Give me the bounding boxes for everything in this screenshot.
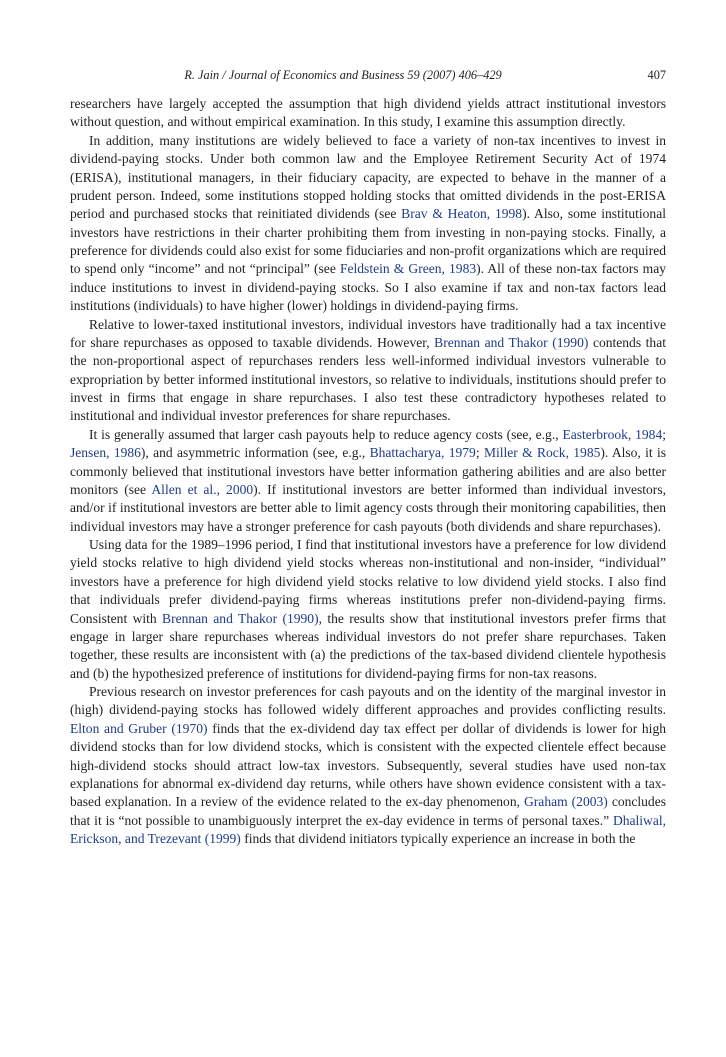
paragraph-text: finds that dividend initiators typically experience an increase in both the bbox=[240, 831, 636, 846]
citation-link-brav-heaton[interactable]: Brav & Heaton, 1998 bbox=[401, 206, 523, 222]
paragraph-5 bbox=[70, 536, 666, 683]
paragraph-text: ). Also, it is commonly believed that institutional investors have better information gathering abilities and are also better monitors (see bbox=[70, 445, 667, 497]
paragraph-text: It is generally assumed that larger cash payouts help to reduce agency costs (see, e.g., bbox=[89, 426, 563, 442]
citation-link-easterbrook[interactable]: Easterbrook, 1984 bbox=[562, 426, 663, 442]
citation-link-feldstein-green[interactable]: Feldstein & Green, 1983 bbox=[339, 261, 477, 277]
paragraph-text: finds that the ex-dividend day tax effect per dollar of dividends is lower for high dividend stocks than for low dividend stocks, which is consistent with the expected clientele effect because high-dividend stocks should attract low-tax investors. Subsequently, several studies have used non-tax explanations for abnormal ex-dividend day returns, while others have shown evidence consistent with a tax-based explanation. In a review of the evidence related to the ex-day phenomenon, bbox=[70, 720, 666, 810]
citation-separator: ; bbox=[475, 445, 484, 461]
paragraph-2 bbox=[70, 132, 666, 316]
paragraph-text: ). If institutional investors are better informed than individual investors, and/or if institutional investors are better able to limit agency costs through their monitoring capabilities, then individual investors may have a stronger preference for cash payouts (both dividends and share repurchases). bbox=[70, 481, 666, 534]
journal-citation: R. Jain / Journal of Economics and Business 59 (2007) 406–429 bbox=[184, 68, 502, 82]
paragraph-4 bbox=[70, 426, 666, 536]
paragraph-text: researchers have largely accepted the assumption that high dividend yields attract institutional investors without question, and without empirical examination. In this study, I examine this assumption directly. bbox=[70, 96, 666, 130]
paragraph-text: ). Also, some institutional investors have restrictions in their charter prohibiting them from investing in non-paying stocks. Finally, a preference for dividends could also exist for some fiduciaries and non-profit organizations which are required to spend only “income” and not “principal” (see bbox=[70, 206, 666, 277]
citation-link-brennan-thakor[interactable]: Brennan and Thakor (1990) bbox=[162, 610, 319, 626]
citation-link-miller-rock[interactable]: Miller & Rock, 1985 bbox=[483, 445, 601, 461]
citation-link-bhattacharya[interactable]: Bhattacharya, 1979 bbox=[369, 445, 476, 461]
citation-link-jensen[interactable]: Jensen, 1986 bbox=[70, 445, 141, 461]
citation-link-dhaliwal[interactable]: Dhaliwal, Erickson, and Trezevant (1999) bbox=[70, 812, 666, 846]
citation-link-elton-gruber[interactable]: Elton and Gruber (1970) bbox=[70, 720, 208, 736]
paragraph-text: Relative to lower-taxed institutional investors, individual investors have traditionally had a tax incentive for share repurchases as opposed to taxable dividends. However, bbox=[70, 316, 666, 350]
page-number: 407 bbox=[647, 68, 666, 82]
paragraph-text: Previous research on investor preferences for cash payouts and on the identity of the marginal investor in (high) dividend-paying stocks has followed widely different approaches and provides conflicting results. bbox=[70, 684, 666, 718]
paragraph-3 bbox=[70, 316, 666, 426]
paragraph-text: ), and asymmetric information (see, e.g., bbox=[140, 445, 370, 461]
paragraph-text: ). All of these non-tax factors may induce institutions to invest in dividend-paying stocks. So I also examine if tax and non-tax factors lead institutions (individuals) to have higher (lower) holdings in dividend-paying firms. bbox=[70, 261, 666, 314]
paragraph-text: Using data for the 1989–1996 period, I find that institutional investors have a preference for low dividend yield stocks relative to high dividend yield stocks whereas non-institutional and non-insider, “individual” investors have a preference for high dividend yield stocks relative to low dividend yield stocks. I also find that individuals prefer dividend-paying firms whereas institutions prefer non-dividend-paying firms. Consistent with bbox=[70, 537, 666, 626]
citation-separator: ; bbox=[662, 426, 666, 442]
running-header bbox=[70, 66, 666, 84]
paragraph-6 bbox=[70, 683, 666, 848]
paragraph-text: contends that the non-proportional aspect of repurchases renders less well-informed individual investors vulnerable to expropriation by better informed institutional investors, so relative to individuals, institutions should prefer to invest in firms that engage in share repurchases. I also test these contradictory hypotheses related to institutional and individual investor preferences for share repurchases. bbox=[70, 334, 666, 424]
paragraph-text: concludes that it is “not possible to unambiguously interpret the ex-day evidence in terms of personal taxes.” bbox=[70, 794, 666, 828]
citation-link-allen[interactable]: Allen et al., 2000 bbox=[151, 481, 254, 497]
citation-link-graham[interactable]: Graham (2003) bbox=[524, 794, 608, 810]
paragraph-1 bbox=[70, 95, 666, 132]
article-body bbox=[70, 95, 666, 848]
paragraph-text: In addition, many institutions are widely believed to face a variety of non-tax incentives to invest in dividend-paying stocks. Under both common law and the Employee Retirement Security Act of 1974 (ERISA), institutional managers, in their fiduciary capacity, are expected to behave in the manner of a prudent person. Indeed, some institutions stopped holding stocks that omitted dividends in the post-ERISA period and purchased stocks that reinitiated dividends (see bbox=[70, 132, 666, 222]
paragraph-text: , the results show that institutional investors prefer firms that engage in larger share repurchases whereas individual investors do not prefer share repurchases. Taken together, these results are inconsistent with (a) the predictions of the tax-based dividend clientele hypothesis and (b) the hypothesized preference of institutions for dividend-paying firms for non-tax reasons. bbox=[70, 610, 666, 681]
citation-link-brennan-thakor[interactable]: Brennan and Thakor (1990) bbox=[434, 334, 589, 350]
